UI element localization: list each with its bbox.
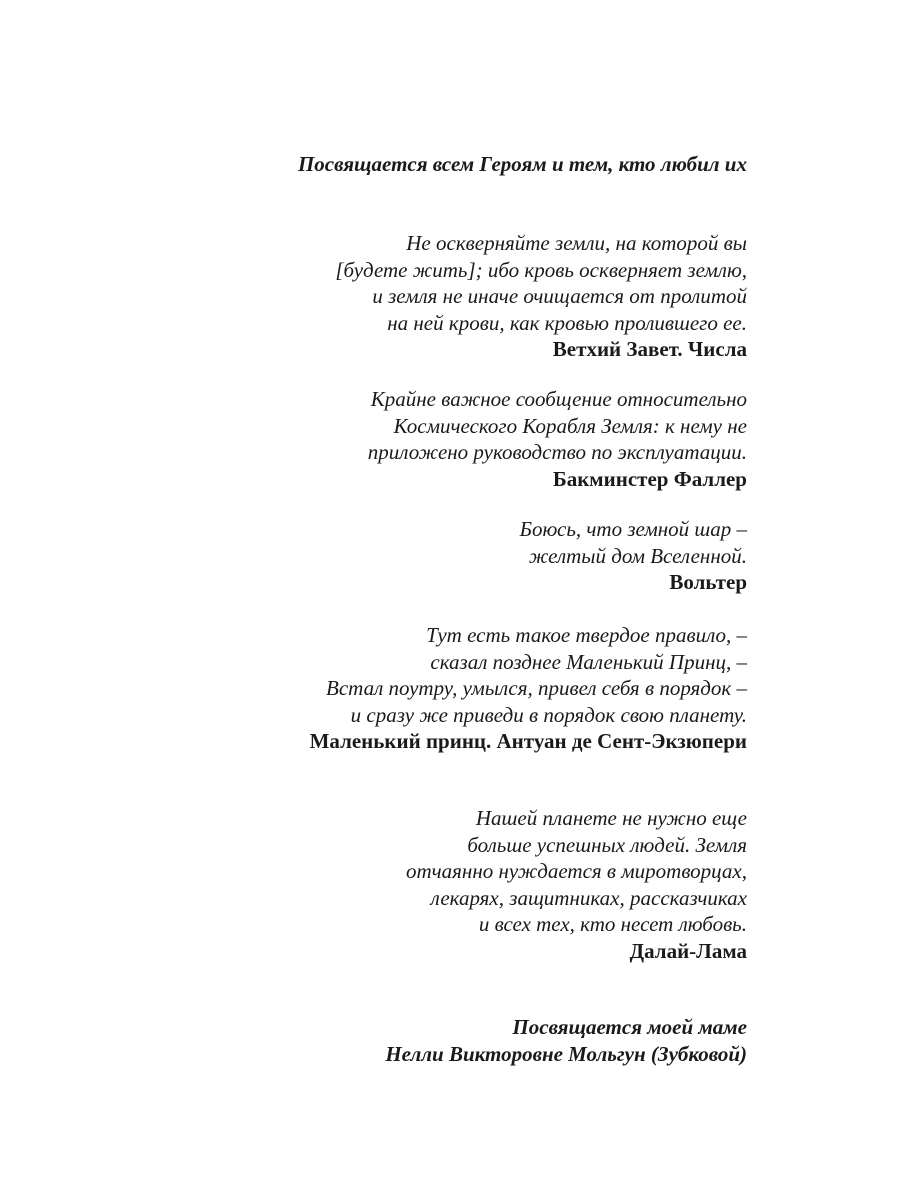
epigraph-line: Встал поутру, умылся, привел себя в порядок – xyxy=(326,676,747,700)
epigraph-line: Космического Корабля Земля: к нему не xyxy=(393,413,747,438)
epigraph-old-testament xyxy=(335,230,747,363)
epigraph-line: Боюсь, что земной шар – xyxy=(519,517,747,541)
epigraph-line: Крайне важное сообщение относительно xyxy=(370,387,747,411)
epigraph-line: и всех тех, кто несет любовь. xyxy=(478,912,747,936)
epigraph-dalai-lama xyxy=(406,805,747,964)
dedication-bottom xyxy=(385,1014,747,1067)
epigraph-author: Маленький принц. Антуан де Сент-Экзюпери xyxy=(309,729,747,753)
epigraph-author: Далай-Лама xyxy=(629,938,747,963)
epigraph-author: Вольтер xyxy=(669,570,747,594)
epigraph-line: желтый дом Вселенной. xyxy=(528,543,747,568)
epigraph-line: больше успешных людей. Земля xyxy=(467,832,747,857)
epigraph-fuller xyxy=(368,386,747,492)
epigraph-line: Не оскверняйте земли, на которой вы xyxy=(406,231,747,255)
epigraph-author: Бакминстер Фаллер xyxy=(552,466,747,491)
epigraph-line: Тут есть такое твердое правило, – xyxy=(426,623,747,647)
epigraph-little-prince xyxy=(310,622,747,755)
dedication-bottom-line: Нелли Викторовне Мольгун (Зубковой) xyxy=(385,1041,747,1066)
dedication-bottom-line: Посвящается моей маме xyxy=(512,1015,747,1039)
dedication-top xyxy=(298,151,747,178)
epigraph-line: на ней крови, как кровью пролившего ее. xyxy=(387,310,747,335)
epigraph-line: Нашей планете не нужно еще xyxy=(475,806,747,830)
epigraph-line: приложено руководство по эксплуатации. xyxy=(367,440,747,464)
dedication-top-text: Посвящается всем Героям и тем, кто любил их xyxy=(297,152,747,176)
epigraph-line: лекарях, защитниках, рассказчиках xyxy=(430,885,747,910)
epigraph-line: [будете жить]; ибо кровь оскверняет землю, xyxy=(335,257,747,282)
epigraph-line: и сразу же приведи в порядок свою планету. xyxy=(350,702,747,727)
epigraph-line: сказал позднее Маленький Принц, – xyxy=(430,649,747,674)
epigraph-voltaire xyxy=(520,516,747,596)
epigraph-line: отчаянно нуждается в миротворцах, xyxy=(405,859,747,883)
epigraph-line: и земля не иначе очищается от пролитой xyxy=(372,284,747,308)
epigraph-author: Ветхий Завет. Числа xyxy=(552,337,747,361)
